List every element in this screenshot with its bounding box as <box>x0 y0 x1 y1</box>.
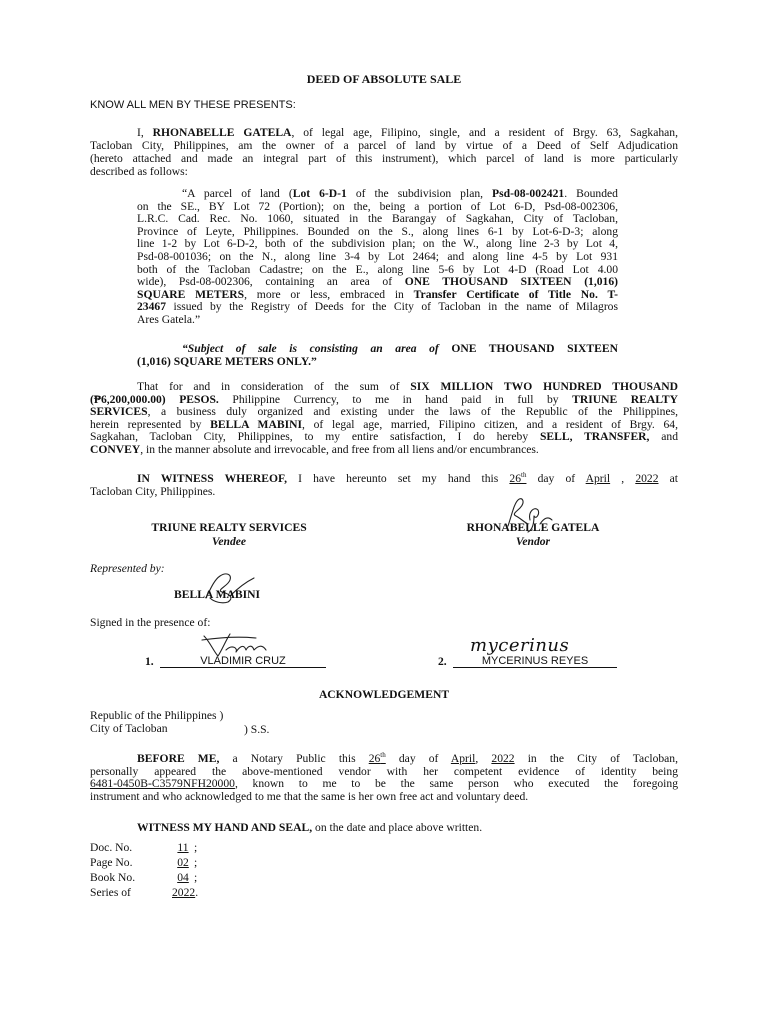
venue-ss: ) S.S. <box>244 723 270 736</box>
presence-label: Signed in the presence of: <box>90 616 211 629</box>
document-title: DEED OF ABSOLUTE SALE <box>306 72 462 86</box>
representative-name: BELLA MABINI <box>174 588 261 601</box>
witness1-number: 1. <box>145 655 154 668</box>
vendor-role: Vendor <box>515 535 551 548</box>
vendor-signature <box>500 494 560 534</box>
vendor-name: RHONABELLE GATELA <box>466 521 600 534</box>
p1-line-3: (hereto attached and made an integral part of this instrument), which parcel of land is more particularly <box>90 152 678 165</box>
notary-paragraph: BEFORE ME, a Notary Public this 26th day of April, 2022 in the City of Tacloban, personally appeared the above-mentioned vendor with her competent evidence of identity being 6481-0450B-C3579NFH20000, known to me to be the same person who executed the foregoing instrument and who acknowledged to me that the same is her own free act and voluntary deed. <box>90 751 679 803</box>
land-description: “A parcel of land (Lot 6-D-1 of the subdivision plan, Psd-08-002421. Bounded on the SE., BY Lot 72 (Portion); on the, being a portion of Lot 6-D, Psd-08-002306, L.R.C. Cad. Rec. No. 1060, situated in the Barangay of Sagkahan, City of Tacloban, Province of Leyte, Philippines. Bounded on the S., along lines 6-1 by Lot-6-D-3; along line 1-2 by Lot 6-D-2, both of the subdivision plan; on the W., along line 2-3 by Lot 4, Psd-08-001036; on the N., along line 3-4 by Lot 2464; and along line 4-5 by Lot 931 both of the Tacloban Cadastre; on the E., along line 5-6 by Lot 4-D (Road Lot 4.00 wide), Psd-08-002306, containing an area of ONE THOUSAND SIXTEEN (1,016) SQUARE METERS, more or less, embraced in Transfer Certificate of Title No. T- 23467 issued by the Registry of Deeds for the City of Tacloban in the name of Milagros Ares Gatela.” <box>137 187 619 326</box>
notary-row: Doc. No. 11 ; <box>90 841 198 854</box>
subject-of-sale: “Subject of sale is consisting an area of ONE THOUSAND SIXTEEN (1,016) SQUARE METERS ONLY.” <box>137 342 618 368</box>
consideration-paragraph: That for and in consideration of the sum of SIX MILLION TWO HUNDRED THOUSAND (₱6,200,000.00) PESOS. Philippine Currency, to me in hand paid in full by TRIUNE REALTY SERVICES, a business duly organized and existing under the laws of the Republic of the Philippines, herein represented by BELLA MABINI, of legal age, married, Filipino citizen, and a resident of Brgy. 64, Sagkahan, Tacloban City, Philippines, to my entire satisfaction, I do hereby SELL, TRANSFER, and CONVEY, in the manner absolute and irrevocable, and free from all liens and/or encumbrances. <box>90 380 679 456</box>
witness-hand-seal: WITNESS MY HAND AND SEAL, on the date and place above written. <box>137 821 483 834</box>
intro-line: KNOW ALL MEN BY THESE PRESENTS: <box>90 99 296 111</box>
witness-whereof: IN WITNESS WHEREOF, I have hereunto set my hand this 26th day of April , 2022 at Tacloban City, Philippines. <box>90 471 679 498</box>
witness2-name: MYCERINUS REYES <box>453 656 617 668</box>
p1-line-1: I, RHONABELLE GATELA, of legal age, Filipino, single, and a resident of Brgy. 63, Sagkahan, <box>137 126 678 139</box>
witness2-number: 2. <box>438 655 447 668</box>
vendee-role: Vendee <box>211 535 247 548</box>
notary-row: Series of 2022. <box>90 886 199 899</box>
witness1-name: VLADIMIR CRUZ <box>160 656 326 668</box>
notary-row: Page No. 02 ; <box>90 856 198 869</box>
witness2-signature: mycerinus <box>470 635 570 656</box>
notary-row: Book No. 04 ; <box>90 871 198 884</box>
venue-city: City of Tacloban <box>90 722 168 735</box>
vendee-name: TRIUNE REALTY SERVICES <box>151 521 307 534</box>
acknowledgement-title: ACKNOWLEDGEMENT <box>318 688 450 701</box>
p1-line-2: Tacloban City, Philippines, am the owner of a parcel of land by virtue of a Deed of Self Adjudication <box>90 139 678 152</box>
p1-line-4: described as follows: <box>90 165 188 178</box>
venue-country: Republic of the Philippines ) <box>90 709 224 722</box>
represented-by-label: Represented by: <box>90 562 165 575</box>
notary-register <box>90 842 198 902</box>
